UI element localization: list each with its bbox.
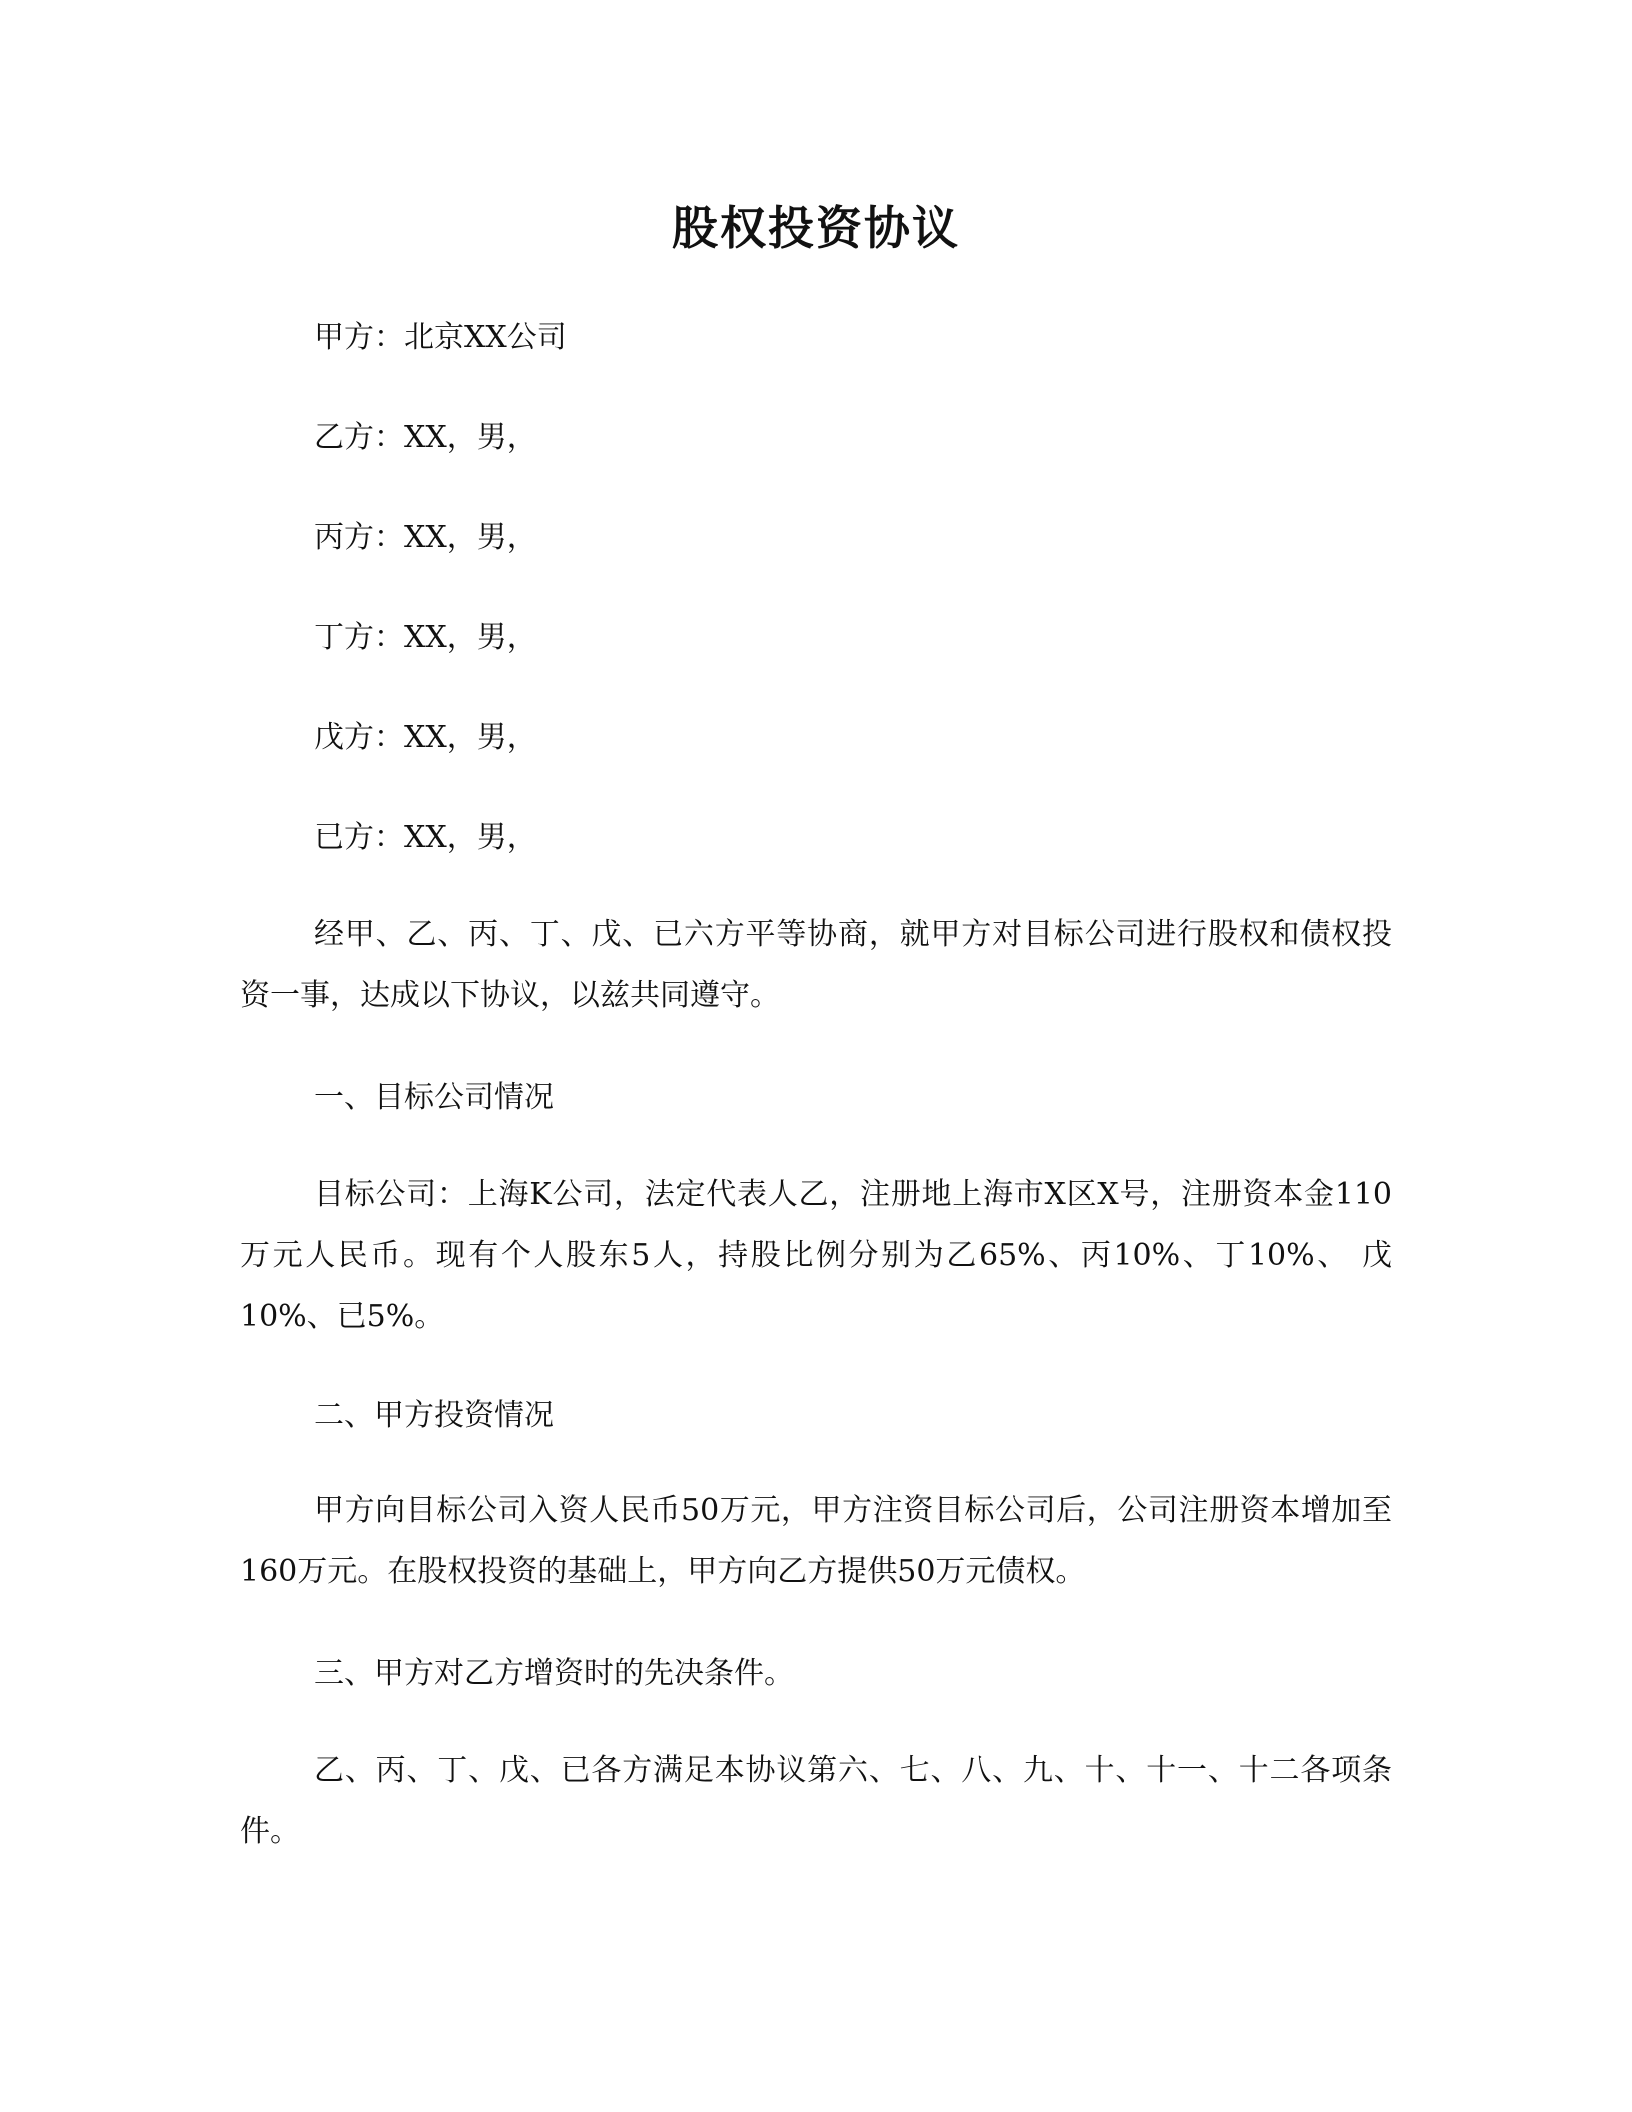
party-line: 戊方：XX，男， bbox=[314, 720, 537, 755]
party-line: 丙方：XX，男， bbox=[314, 520, 537, 555]
party-line: 甲方：北京XX公司 bbox=[314, 320, 567, 355]
section-body: 目标公司：上海K公司，法定代表人乙，注册地上海市X区X号，注册资本金110万元人民币。现有个人股东5人，持股比例分别为乙65%、丙10%、丁10%、 戊10%、已5%。 bbox=[240, 1177, 1392, 1334]
intro-paragraph: 经甲、乙、丙、丁、戊、已六方平等协商，就甲方对目标公司进行股权和债权投资一事，达成以下协议，以兹共同遵守。 bbox=[240, 917, 1392, 1013]
section-body: 甲方向目标公司入资人民币50万元，甲方注资目标公司后，公司注册资本增加至160万元。在股权投资的基础上，甲方向乙方提供50万元债权。 bbox=[240, 1493, 1392, 1589]
party-line: 乙方：XX，男， bbox=[314, 420, 537, 455]
section-heading: 一、目标公司情况 bbox=[314, 1080, 554, 1115]
section-body: 乙、丙、丁、戊、已各方满足本协议第六、七、八、九、十、十一、十二各项条件。 bbox=[240, 1753, 1392, 1849]
party-line: 已方：XX，男， bbox=[314, 820, 537, 855]
section-heading: 三、甲方对乙方增资时的先决条件。 bbox=[314, 1656, 794, 1691]
document-title: 股权投资协议 bbox=[672, 201, 960, 255]
section-heading: 二、甲方投资情况 bbox=[314, 1398, 554, 1433]
party-line: 丁方：XX，男， bbox=[314, 620, 537, 655]
